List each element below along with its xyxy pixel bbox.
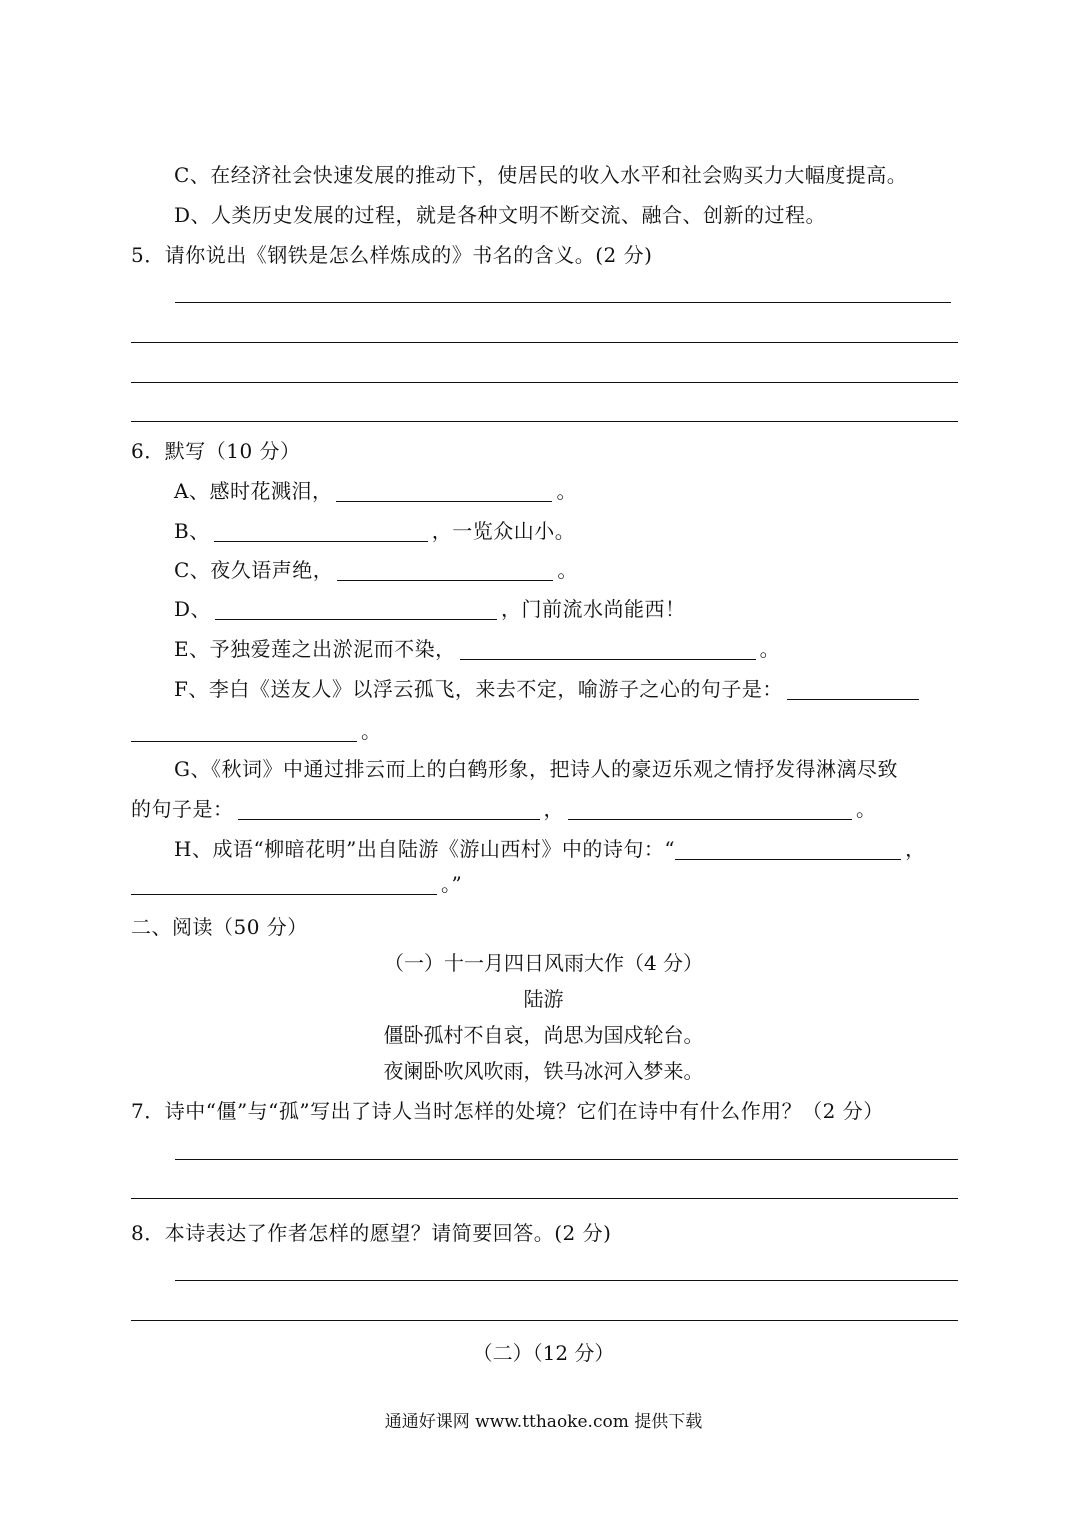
poem-title: （一）十一月四日风雨大作（4 分） [383, 951, 704, 975]
q6-c-blank [337, 560, 553, 581]
q6-h-comma: ， [905, 837, 926, 861]
section-2-title: 二、阅读（50 分） [131, 915, 308, 939]
q7-question: 7．诗中“僵”与“孤”写出了诗人当时怎样的处境？它们在诗中有什么作用？（2 分） [131, 1099, 884, 1123]
q6-a-end: 。 [556, 479, 577, 503]
q6-item-d [174, 596, 686, 622]
q6-g-comma: ， [543, 797, 564, 821]
q6-g-blank-1 [238, 799, 540, 820]
q6-title: 6．默写（10 分） [131, 439, 301, 463]
q5-answer-line-3 [131, 382, 958, 383]
q6-b-end: ，一览众山小。 [431, 519, 576, 543]
q6-b-prompt: B、 [174, 519, 210, 543]
q6-e-blank [460, 639, 756, 660]
q4-option-c: C、在经济社会快速发展的推动下，使居民的收入水平和社会购买力大幅度提高。 [174, 163, 908, 187]
q4-option-d: D、人类历史发展的过程，就是各种文明不断交流、融合、创新的过程。 [174, 203, 827, 227]
q6-item-a [174, 478, 577, 504]
q5-answer-line-4 [131, 421, 958, 422]
q6-f-end: 。 [361, 719, 382, 743]
q6-item-g: G、《秋词》中通过排云而上的白鹤形象，把诗人的豪迈乐观之情抒发得淋漓尽致 [174, 757, 898, 781]
q6-item-e [174, 636, 780, 662]
q6-e-end: 。 [759, 637, 781, 661]
q6-c-prompt: C、夜久语声绝， [174, 558, 334, 582]
q6-g-prompt: 的句子是： [131, 797, 234, 821]
q6-item-h [174, 836, 926, 862]
poem-line-2: 夜阑卧吹风吹雨，铁马冰河入梦来。 [383, 1059, 704, 1083]
q6-item-b [174, 518, 575, 544]
q6-d-blank [215, 599, 497, 620]
q5-question: 5．请你说出《钢铁是怎么样炼成的》书名的含义。(2 分) [131, 243, 653, 267]
q6-b-blank [214, 521, 428, 542]
q8-question: 8．本诗表达了作者怎样的愿望？请简要回答。(2 分) [131, 1221, 612, 1245]
q7-answer-line-1 [175, 1159, 958, 1160]
q5-answer-line-2 [131, 342, 958, 343]
q6-e-prompt: E、予独爱莲之出淤泥而不染， [174, 637, 456, 661]
q8-answer-line-1 [175, 1280, 958, 1281]
q6-g-end: 。 [856, 797, 877, 821]
q6-g-blank-2 [568, 799, 852, 820]
q8-answer-line-2 [131, 1320, 958, 1321]
q6-a-blank [336, 481, 552, 502]
q6-h-end: 。” [441, 872, 463, 896]
q6-f-blank-2 [131, 721, 357, 742]
q6-h-blank-2 [131, 874, 437, 895]
q6-item-g-cont [131, 796, 877, 822]
poem-author: 陆游 [523, 987, 564, 1011]
q6-c-end: 。 [557, 558, 578, 582]
footer-source: 通通好课网 www.tthaoke.com 提供下载 [384, 1412, 703, 1432]
q6-d-prompt: D、 [174, 597, 212, 621]
q6-a-prompt: A、感时花溅泪， [174, 479, 333, 503]
q6-item-c [174, 557, 578, 583]
q6-item-f-cont [131, 718, 382, 744]
poem-line-1: 僵卧孤村不自哀，尚思为国戍轮台。 [383, 1023, 704, 1047]
q6-d-end: ，门前流水尚能西！ [501, 597, 686, 621]
q6-h-prompt: H、成语“柳暗花明”出自陆游《游山西村》中的诗句：“ [174, 837, 676, 861]
part-2-title: （二）（12 分） [472, 1341, 615, 1365]
q5-answer-line-1 [175, 302, 951, 303]
q6-f-blank-1 [787, 679, 919, 700]
q6-item-h-cont [131, 871, 462, 897]
q6-item-f [174, 676, 923, 702]
q7-answer-line-2 [131, 1198, 958, 1199]
q6-f-prompt: F、李白《送友人》以浮云孤飞，来去不定，喻游子之心的句子是： [174, 677, 783, 701]
q6-h-blank-1 [675, 839, 901, 860]
